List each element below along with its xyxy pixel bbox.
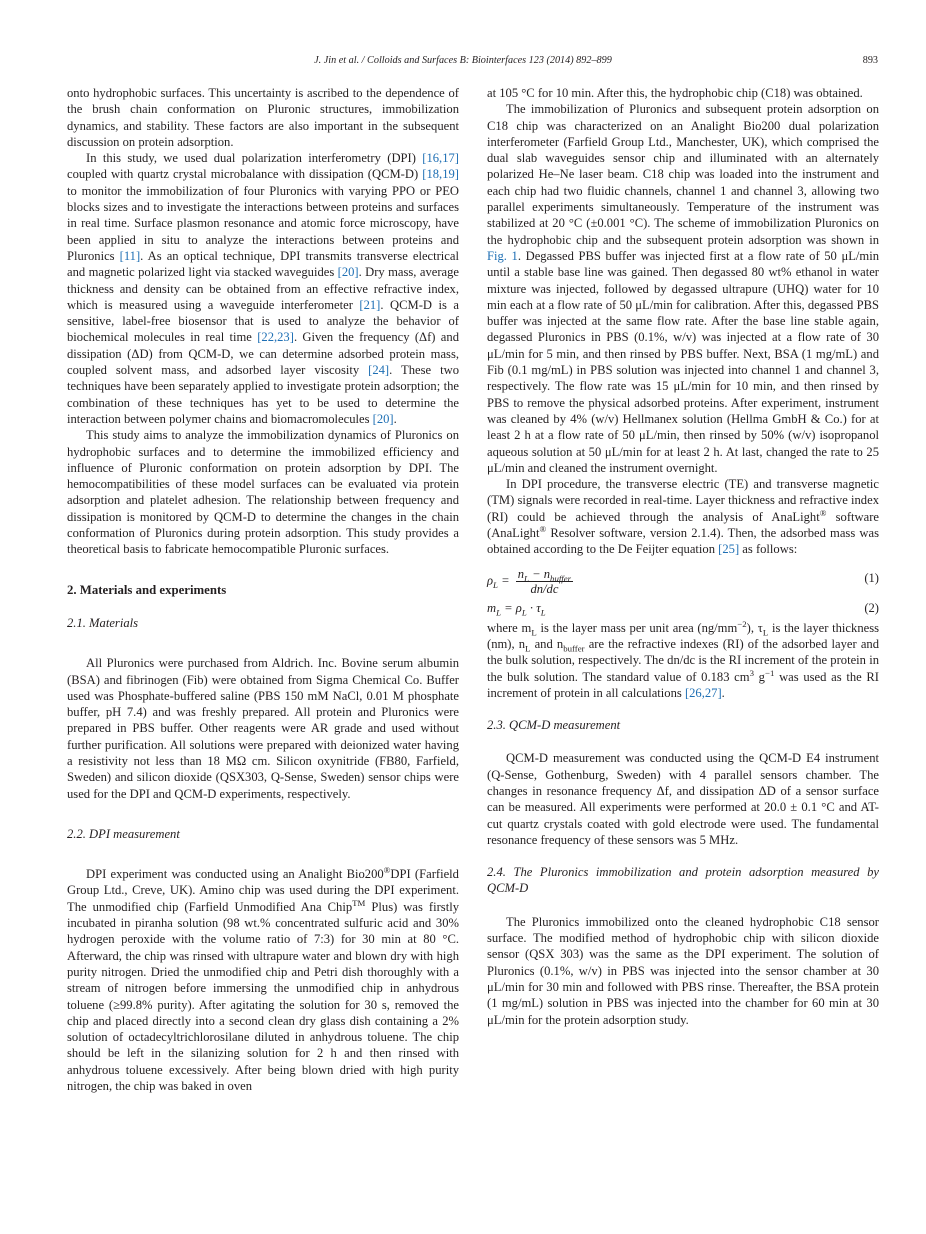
citation-link[interactable]: [22,23] (257, 330, 294, 345)
subsection-heading: 2.2. DPI measurement (67, 826, 180, 841)
paragraph: All Pluronics were purchased from Aldrich. Inc. Bovine serum albumin (BSA) and fibrinogen (Fib) were obtained from Sigma Chemical Co. Buffer used was Phosphate-buffered saline (PBS 150 mM NaCl, 0.01 M phosphate buffer, pH 7.4) and was freshly prepared. All protein and Pluronics were prepared in PBS buffer. Other reagents were AR grade and used without further purification. All solutions were prepared with deionized water having a resistivity not less than 18 MΩ cm. Silicon oxynitride (FB80, Farfield, Sweden) and silicon dioxide (QSX303, Q-Sense, Sweden) sensor chips were used for the DPI and QCM-D experiments, respectively. (67, 656, 459, 801)
journal-citation: J. Jin et al. / Colloids and Surfaces B: Biointerfaces 123 (2014) 892–899 (314, 55, 612, 66)
citation-link[interactable]: [20] (337, 265, 359, 280)
citation-link[interactable]: [24] (368, 363, 390, 378)
citation-link[interactable]: [11] (119, 248, 141, 263)
paragraph: QCM-D measurement was conducted using the QCM-D E4 instrument (Q-Sense, Gothenburg, Sweden) with 4 parallel sensors chamber. The changes in resonance frequency Δf, and dissipation ΔD of a sensor surface can be measured. All experiments were performed at 20.0 ± 0.1 °C and AT-cut quartz crystals coated with gold electrode were used. The fundamental resonance frequency of these sensors was 5 MHz. (487, 751, 879, 847)
citation-link[interactable]: [16,17] (422, 151, 459, 166)
equation-fraction: $\frac{n_L - n_{buffer}}{dn/dc}$ (517, 566, 572, 596)
paragraph: The immobilization of Pluronics and subsequent protein adsorption on C18 chip was characterized on an Analight Bio200 dual polarization interferometer (Farfield Group Ltd., Manchester, UK), which comprised the dual slab waveguides sensor chip and illuminated with an alternately polarized He–Ne laser beam. C18 chip was loaded into the instrument and each chip had two fluidic channels, channel 1 and channel 3, allowing two parallel experiments simultaneously. Temperature of the instrument was stabilized at 20 °C (±0.001 °C). The scheme of immobilization Pluronics on the hydrophobic chip and the subsequent protein adsorption was shown in Fig. 1. Degassed PBS buffer was injected first at a flow rate of 50 μL/min until a stable base line was gained. Then degassed 80 wt% ethanol in water mixture was injected, followed by degassed ultrapure (UHQ) water for 10 min each at a flow rate of 50 μL/min for calibration. After this, degassed PBS buffer was injected at the same flow rate. After the base line stable again, degassed Pluronics in PBS (0.1%, w/v) was injected at a flow rate of 30 μL/min for 5 min, and then rinsed by PBS buffer. Next, BSA (1 mg/mL) and Fib (0.1 mg/mL) in PBS solution was injected into channel 1 and channel 3, respectively. The flow rate was 15 μL/min for 10 min, and then rinsed by PBS to remove the physical adsorbed proteins. After experiment, instrument was cleaned by 4% (w/v) Hellmanex solution (Hellma GmbH & Co.) for at least 2 h at a flow rate of 50 μL/min, then rinsed by 50% (w/v) isopropanol aqueous solution at 50 μL/min for at least 2 h. At last, changed the rate to 25 μL/min and cleaned the instrument overnight. (487, 102, 879, 475)
paragraph: at 105 °C for 10 min. After this, the hydrophobic chip (C18) was obtained. (487, 86, 863, 100)
subsection-heading: 2.4. The Pluronics immobilization and protein adsorption measured by QCM-D (487, 865, 879, 896)
section-heading: 2. Materials and experiments (67, 582, 227, 597)
citation-link[interactable]: [18,19] (422, 167, 459, 182)
citation-link[interactable]: [25] (718, 542, 740, 557)
page-number: 893 (862, 55, 878, 66)
right-column (487, 85, 879, 1028)
running-header (0, 55, 926, 71)
equation-1: $\rho_L$ = $\frac{n_L - n_{buffer}}{dn/dc}$ (1) (487, 566, 879, 596)
paragraph: In DPI procedure, the transverse electric (TE) and transverse magnetic (TM) signals were recorded in real-time. Layer thickness and refractive index (RI) could be achieved through the analysis of AnaLight® software (AnaLight® Resolver software, version 2.1.4). Then, the adsorbed mass was obtained according to the De Feijter equation [25] as follows: (487, 477, 880, 557)
equation-2: $m_L = \rho_L \cdot \tau_L$ (2) (487, 600, 879, 618)
equation-number: (1) (864, 570, 879, 585)
subsection-heading: 2.1. Materials (67, 615, 139, 630)
citation-link[interactable]: [26,27] (684, 685, 722, 700)
left-column (67, 85, 459, 1094)
subsection-heading: 2.3. QCM-D measurement (487, 718, 621, 733)
paragraph: The Pluronics immobilized onto the cleaned hydrophobic C18 sensor surface. The modified method of hydrophobic chip with silicon dioxide sensor (QSX 303) was the same as the DPI experiment. The solution of Pluronics (0.1%, w/v) in PBS was injected into the sensor chamber at 30 μL/min for 30 min and followed with PBS rinse. Thereafter, the BSA protein (1 mg/mL) solution in PBS was injected into the chamber for 60 min at 30 μL/min for the protein adsorption study. (487, 914, 879, 1027)
equation-number: (2) (864, 600, 879, 615)
paragraph: In this study, we used dual polarization interferometry (DPI) [16,17] coupled with quartz crystal microbalance with dissipation (QCM-D) [18,19] to monitor the immobilization of four Pluronics with varying PPO or PEO blocks sizes and to investigate the interactions between proteins and surfaces in real time. Surface plasmon resonance and atomic force microscopy, have been applied in situ to analyze the interactions between proteins and Pluronics [11]. As an optical technique, DPI transmits transverse electrical and magnetic polarized light via stacked waveguides [20]. Dry mass, average thickness and density can be obtained from an effective refractive index, which is measured using a waveguide interferometer [21]. QCM-D is a sensitive, label-free biosensor that is used to analyze the behavior of biochemical molecules in real time [22,23]. Given the frequency (Δf) and dissipation (ΔD) from QCM-D, we can determine adsorbed protein mass, coupled solvent mass, and adsorbed layer viscosity [24]. These two techniques have been separately applied to investigate protein adsorption; the combination of these techniques has yet to be used to determine the interaction between polymer chains and biomacromolecules [20]. (67, 151, 459, 426)
paragraph: DPI experiment was conducted using an Analight Bio200®DPI (Farfield Group Ltd., Creve, UK). Amino chip was used during the DPI experiment. The unmodified chip (Farfield Unmodified Ana Chip™ Plus) was firstly incubated in piranha solution (98 wt.% concentrated sulfuric acid and 30% hydrogen peroxide with the volume ratio of 7:3) for 30 min at 80 °C. Afterward, the chip was rinsed with ultrapure water and blown dry with high purity nitrogen. Dried the unmodified chip and Petri dish thoroughly with a stream of nitrogen before immersing the unmodified chip in anhydrous toluene (≥99.8% purity). After agitating the solution for 30 s, removed the chip and placed directly into a second clean dry glass dish containing a 2% solution of octadecyltrichlorosilane diluted in anhydrous toluene. The chip should be left in the silanizing solution for 2 h and then rinsed with anhydrous toluene excessively. After being blown dried with high purity nitrogen, the chip was baked in oven (67, 864, 459, 1094)
paragraph: where $m_L$ is the layer mass per unit area $(ng/mm^{-2})$, $\tau_L$ is the layer thickness (nm), $n_L$ and $n_{buffer}$ are the refractive indexes (RI) of the adsorbed layer and the bulk solution, respectively. The dn/dc is the RI increment of the protein in the bulk solution. The standard value of 0.183 $cm^3$ $g^{-1}$ was used as the RI increment of protein in all calculations [26,27]. (487, 618, 880, 700)
paragraph: onto hydrophobic surfaces. This uncertainty is ascribed to the dependence of the brush chain conformation on Pluronic structures, immobilization dynamics, and stability. These factors are also important in the subsequent discussion on protein adsorption. (67, 86, 459, 149)
citation-link[interactable]: [20] (372, 411, 394, 426)
citation-link[interactable]: [21] (359, 297, 381, 312)
paragraph: This study aims to analyze the immobilization dynamics of Pluronics on hydrophobic surfaces and to determine the immobilized efficiency and influence of Pluronic conformation on protein adsorption by DPI. The hemocompatibilities of these model surfaces can be evaluated via protein adsorption and platelet adhesion. The relationship between frequency and dissipation is monitored by QCM-D to determine the changes in the chain conformation of Pluronics during protein adsorption. This study provides a theoretical basis to fabricate hemocompatible Pluronic surfaces. (67, 428, 459, 557)
figure-link[interactable]: Fig. 1 (487, 248, 518, 263)
